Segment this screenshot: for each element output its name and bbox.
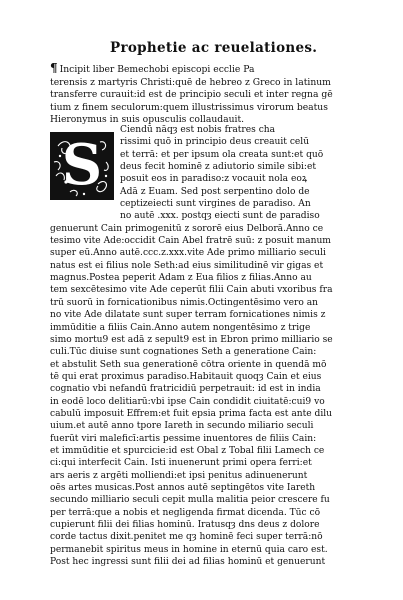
text-line: immūditie a filiis Cain.Anno autem nongentēsimo z trige (50, 322, 311, 333)
text-line: corde tactus dixit.penitet me qȝ hominē feci super terrā:nō (50, 532, 323, 543)
text-line: no autē .xxx. postqȝ eiecti sunt de paradiso (120, 211, 320, 222)
text-line: rissimi quō in principio deus creauit celū (120, 137, 310, 148)
text-line: ceptizeiecti sunt virgines de paradiso. An (120, 199, 311, 210)
incipit-line (50, 62, 360, 77)
incipit-paragraph (50, 62, 360, 127)
text-line: ci:qui interfecit Cain. Isti inuenerunt primi opera ferri:et (50, 458, 312, 469)
text-line: permanebit spiritus meus in homine in eternū quia caro est. (50, 544, 328, 555)
text-line: super eū.Anno autē.ccc.z.xxx.vite Ade primo milliario seculi (50, 248, 326, 259)
text-line: secundo milliario seculi cepit mulla malitia peior crescere fu (50, 495, 330, 506)
incipit-line: transferre curauit:id est de principio seculi et inter regna gē (50, 89, 333, 101)
initial-letter: S (61, 132, 103, 198)
text-line: cabulū imposuit Effrem:et fuit epsia prima facta est ante dilu (50, 408, 333, 419)
text-line: fuerūt viri maleficī:artis pessime inuentores de filiis Cain: (50, 433, 317, 444)
text-line: cognatio vbi nefandū fratricidiū perpetrauit: id est in india (50, 384, 321, 395)
text-line: magnus.Postea peperit Adam z Eua filios z filias.Anno au (50, 273, 312, 284)
text-line: natus est ei filius nole Seth:ad eius similitudinē vir gigas et (50, 260, 324, 271)
text-line: deus fecit hominē z adiutorio simile sibi:et (120, 162, 317, 173)
text-line: genuerunt Cain primogenitū z sororē eius Delborā.Anno ce (50, 223, 324, 234)
text-line: in eodē loco delitiarū:vbi ipse Cain condidit ciuitatē:cui9 vo (50, 396, 325, 407)
incipit-line: terensis z martyris Christi:quē de hebreo z Greco in latinum (50, 76, 331, 88)
text-line: tem sexcētesimo vite Ade ceperūt filii Cain abuti vxoribus fra (50, 285, 333, 296)
text-line: posuit eos in paradiso:z vocauit nola eoꝝ (120, 174, 308, 185)
main-text-block (50, 124, 362, 568)
text-line: trū suorū in fornicationibus nimis.Octingentēsimo vero an (50, 297, 318, 308)
pilcrow-icon: ¶ (50, 62, 58, 75)
text-line: Ciendū nāqȝ est nobis fratres cha (120, 125, 276, 135)
text-line: simo mortu9 est adā z sepult9 est in Ebron primo milliario se (50, 334, 333, 345)
text-line: tē qui erat proximus paradiso.Habitauit quoqȝ Cain et eius (50, 371, 322, 382)
text-line: no vite Ade dilatate sunt super terram fornicationes nimis z (50, 310, 326, 321)
text-line: per terrā:que a nobis et negligenda firmat dicenda. Tūc cō (50, 507, 321, 518)
running-head: Prophetie ac reuelationes. (110, 40, 318, 56)
text-line: Adā z Euam. Sed post serpentino dolo de (120, 186, 310, 197)
text-line: et abstulit Seth sua generationē cōtra oriente in quendā mō (50, 359, 327, 370)
incipit-line: tium z finem seculorum:quem illustrissimus virorum beatus (50, 101, 328, 113)
text-line: et immūditie et spurcicie:id est Obal z Tobal filii Lamech ce (50, 445, 325, 456)
text-line: cupierunt filii dei filias hominū. Iratusqȝ dns deus z dolore (50, 520, 320, 530)
text-line: tesimo vite Ade:occidit Cain Abel fratrē suū: z posuit manum (50, 236, 331, 247)
text-line: culi.Tūc diuise sunt cognationes Seth a generatione Cain: (50, 347, 317, 358)
incipit-line-text: Incipit liber Bemechobi episcopi ecclie Pa (59, 64, 255, 75)
text-line: et terrā: et per ipsum ola creata sunt:et quō (120, 149, 324, 160)
incipit-line: Hieronymus in suis opusculis collaudauit. (50, 114, 245, 126)
text-line: ars aeris z argēti molliendi:et ipsi penitus adinuenerunt (50, 470, 308, 481)
text-line: oēs artes musicas.Post annos autē septingētos vite Iareth (50, 482, 316, 493)
text-line: uium.et autē anno tpore Iareth in secundo miliario seculi (50, 421, 314, 432)
text-line: Post hec ingressi sunt filii dei ad filias hominū et genuerunt (50, 557, 326, 568)
